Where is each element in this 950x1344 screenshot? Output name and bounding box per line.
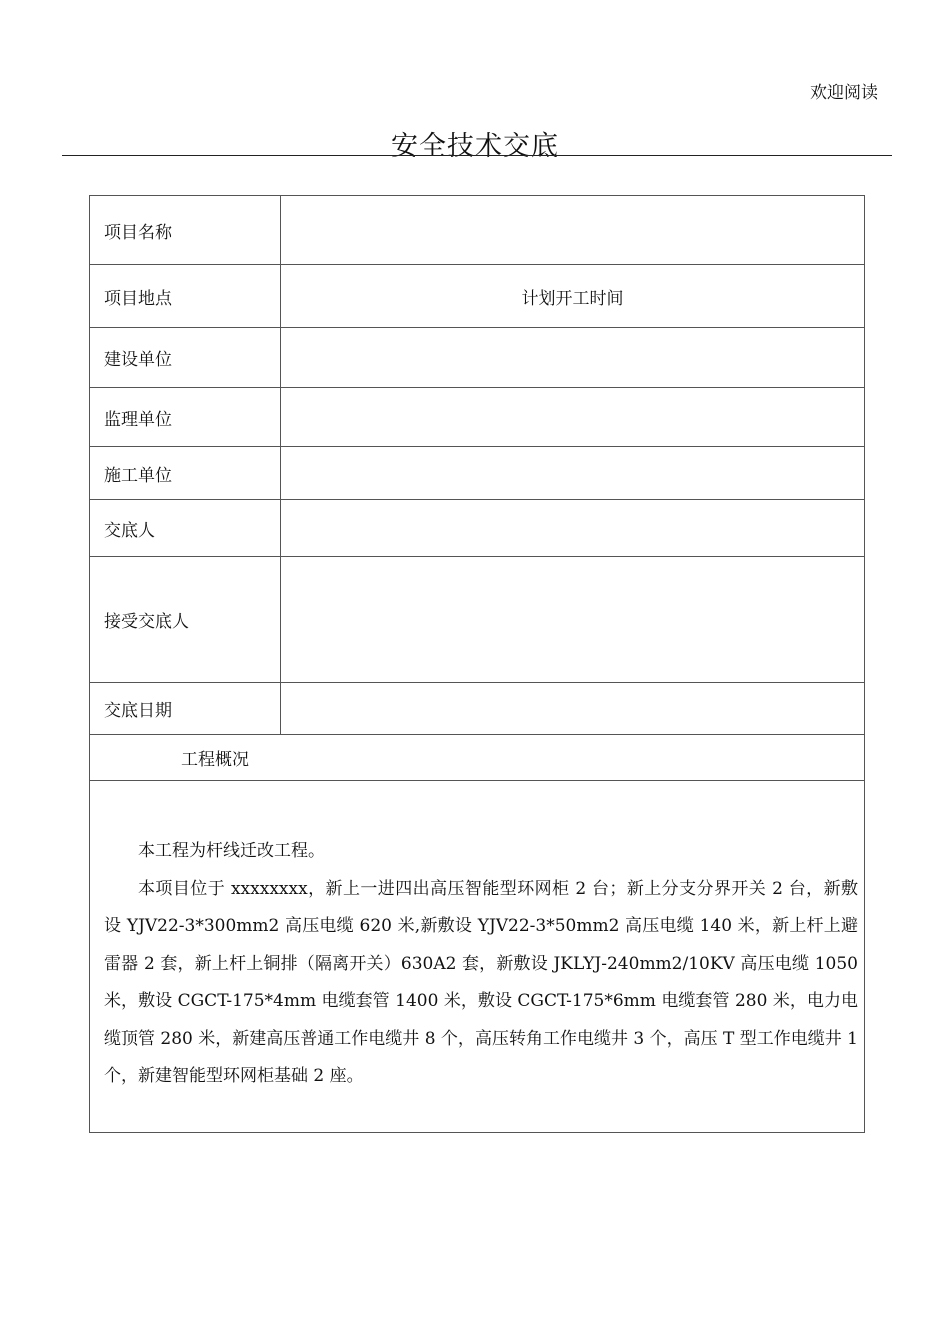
form-row-recipients <box>90 557 865 683</box>
title-divider <box>62 155 892 156</box>
form-row-project-location <box>90 265 865 328</box>
label-supervision-unit: 监理单位 <box>90 388 281 447</box>
form-row-project-name <box>90 196 865 265</box>
page-title: 安全技术交底 <box>391 131 559 162</box>
overview-paragraph-2: 本项目位于 xxxxxxxx，新上一进四出高压智能型环网柜 2 台；新上分支分界开关 2 台，新敷设 YJV22-3*300mm2 高压电缆 620 米,新敷设 YJV22-3*50mm2 高压电缆 140 米，新上杆上避雷器 2 套，新上杆上铜排（隔离开关）630A2 套，新敷设 JKLYJ-240mm2/10KV 高压电缆 1050 米，敷设 CGCT-175*4mm 电缆套管 1400 米，敷设 CGCT-175*6mm 电缆套管 280 米，电力电缆顶管 280 米，新建高压普通工作电缆井 8 个，高压转角工作电缆井 3 个，高压 T 型工作电缆井 1 个，新建智能型环网柜基础 2 座。 <box>104 878 858 1086</box>
safety-briefing-form <box>89 195 865 1133</box>
value-recipients <box>281 557 865 683</box>
welcome-text: 欢迎阅读 <box>810 83 878 103</box>
form-row-supervision-unit <box>90 388 865 447</box>
value-project-name <box>281 196 865 265</box>
form-row-briefer <box>90 500 865 557</box>
form-row-briefing-date <box>90 683 865 735</box>
overview-paragraph-1: 本工程为杆线迁改工程。 <box>138 841 325 861</box>
label-project-location: 项目地点 <box>90 265 281 328</box>
value-briefer <box>281 500 865 557</box>
label-construction-unit: 建设单位 <box>90 328 281 388</box>
form-row-overview-body <box>90 781 865 1133</box>
value-planned-start-time: 计划开工时间 <box>281 265 865 328</box>
overview-body <box>90 781 865 1133</box>
label-briefing-date: 交底日期 <box>90 683 281 735</box>
value-briefing-date <box>281 683 865 735</box>
form-row-construction-unit <box>90 328 865 388</box>
form-row-contractor <box>90 447 865 500</box>
value-supervision-unit <box>281 388 865 447</box>
label-briefer: 交底人 <box>90 500 281 557</box>
value-construction-unit <box>281 328 865 388</box>
label-recipients: 接受交底人 <box>90 557 281 683</box>
label-project-name: 项目名称 <box>90 196 281 265</box>
overview-heading: 工程概况 <box>90 735 865 781</box>
value-contractor <box>281 447 865 500</box>
label-contractor: 施工单位 <box>90 447 281 500</box>
form-row-overview-heading <box>90 735 865 781</box>
